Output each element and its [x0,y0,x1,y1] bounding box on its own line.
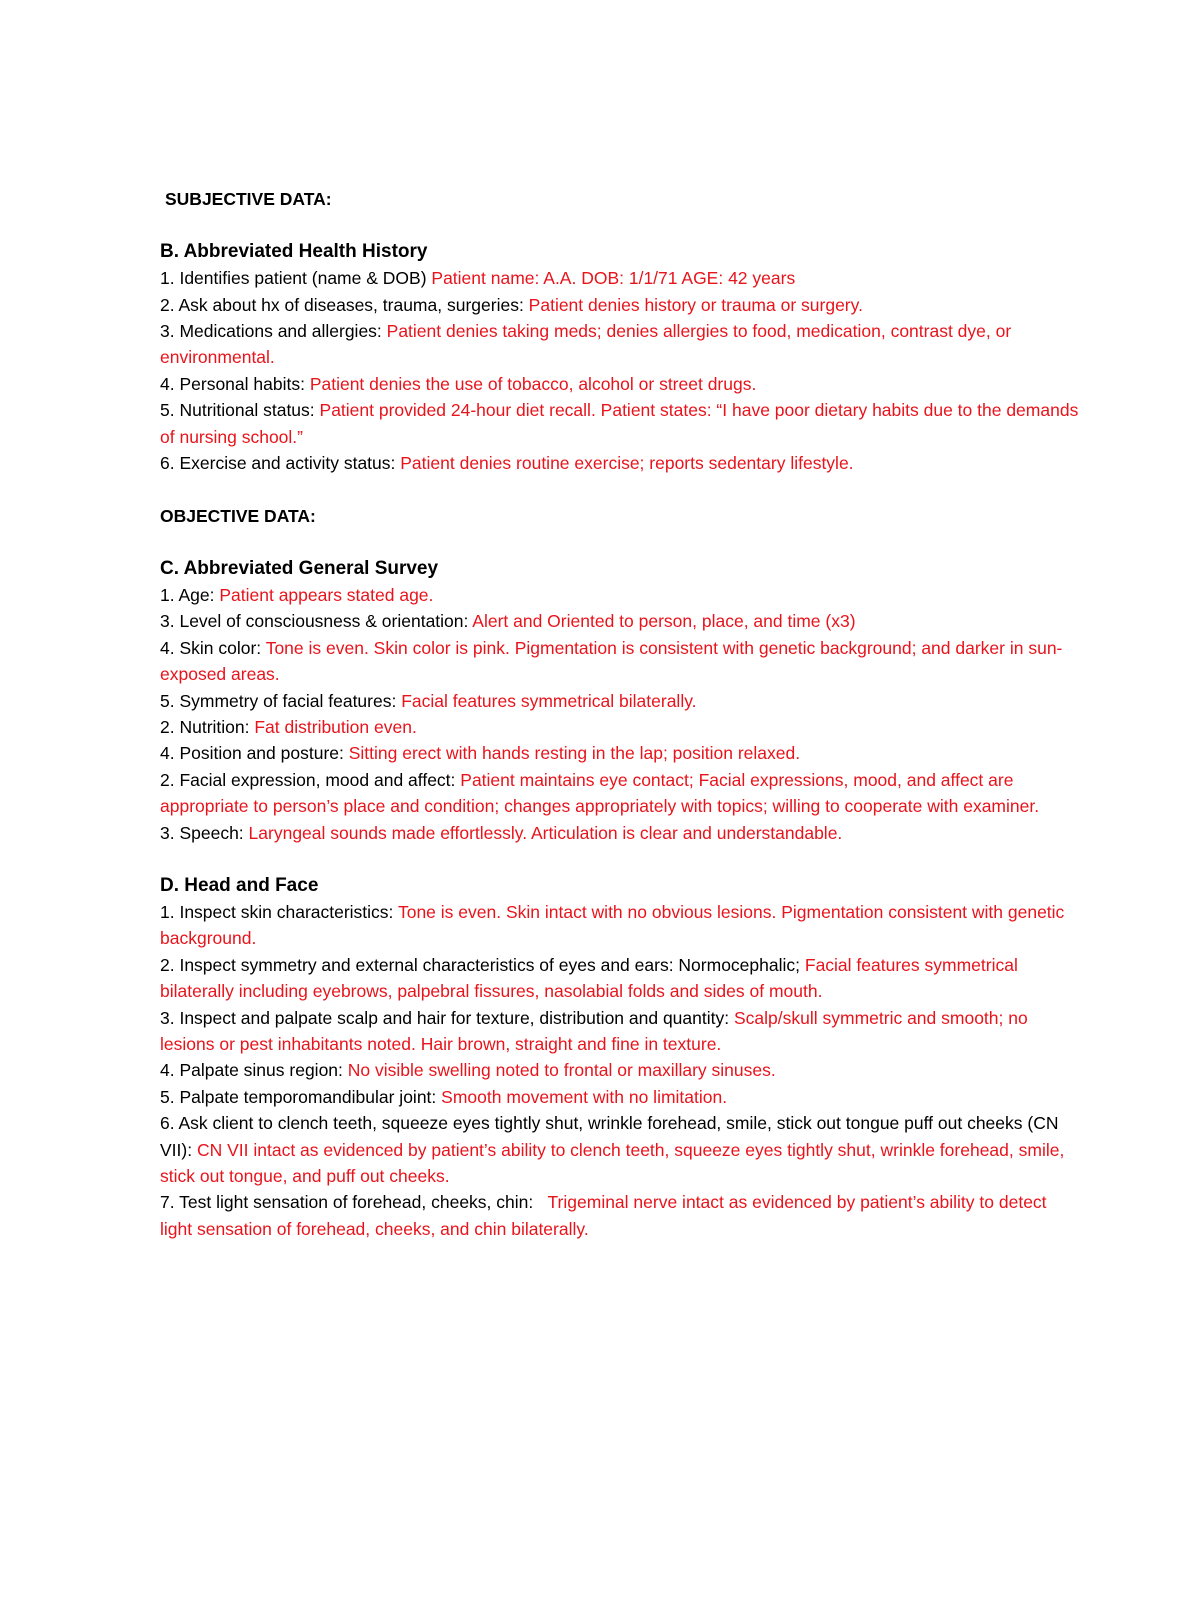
item-answer: Patient name: A.A. DOB: 1/1/71 AGE: 42 years [431,268,796,289]
spacer [160,476,1080,502]
item-answer: CN VII intact as evidenced by patient’s ability to clench teeth, squeeze eyes tightly shut, wrinkle forehead, smile, stick out tongue, and puff out cheeks. [160,1139,1065,1186]
list-item [160,292,1080,318]
subjective-sections [160,239,1080,477]
objective-data-heading: OBJECTIVE DATA: [160,505,316,526]
item-label: 1. Age: [160,585,220,606]
list-item [160,318,1080,371]
list-item [160,265,1080,291]
subjective-data-heading: SUBJECTIVE DATA: [165,189,332,209]
item-label: 3. Medications and allergies: [160,321,387,342]
item-answer: Scalp/skull symmetric and smooth; no lesions or pest inhabitants noted. Hair brown, straight and fine in texture. [160,1007,1028,1054]
item-label: 2. Inspect symmetry and external characteristics of eyes and ears: Normocephalic; [160,954,805,975]
item-label: 4. Personal habits: [160,373,310,394]
item-answer: Patient denies routine exercise; reports sedentary lifestyle. [400,453,854,474]
list-item [160,371,1080,397]
item-answer: Trigeminal nerve intact as evidenced by patient’s ability to detect light sensation of forehead, cheeks, and chin bilaterally. [160,1192,1047,1239]
list-item [160,688,1080,714]
list-item [160,714,1080,740]
section-title: D. Head and Face [160,874,319,896]
list-item [160,1057,1080,1083]
item-answer: Patient denies taking meds; denies allergies to food, medication, contrast dye, or environmental. [160,321,1012,368]
item-answer: Smooth movement with no limitation. [441,1086,728,1107]
list-item [160,740,1080,766]
list-item [160,1110,1080,1189]
list-item [160,820,1080,846]
list-item [160,1189,1080,1242]
section-title: C. Abbreviated General Survey [160,557,439,579]
item-label: 1. Identifies patient (name & DOB) [160,268,432,289]
list-item [160,582,1080,608]
item-label: 7. Test light sensation of forehead, cheeks, chin: [160,1192,548,1213]
spacer [160,212,1080,238]
item-label: 2. Facial expression, mood and affect: [160,769,461,790]
item-answer: Laryngeal sounds made effortlessly. Articulation is clear and understandable. [248,822,843,843]
objective-sections [160,556,1080,1243]
section-title: B. Abbreviated Health History [160,240,428,262]
document-page [160,186,1080,1242]
item-answer: No visible swelling noted to frontal or maxillary sinuses. [347,1060,776,1081]
item-label: 3. Level of consciousness & orientation: [160,611,473,632]
list-item [160,1005,1080,1058]
item-label: 1. Inspect skin characteristics: [160,901,398,922]
item-label: 4. Position and posture: [160,743,349,764]
list-item [160,608,1080,634]
item-answer: Patient provided 24-hour diet recall. Patient states: “I have poor dietary habits due to the demands of nursing school.” [160,400,1079,447]
item-label: 2. Nutrition: [160,717,255,738]
item-label: 5. Palpate temporomandibular joint: [160,1086,442,1107]
list-item [160,899,1080,952]
list-item [160,397,1080,450]
spacer [160,846,1080,872]
list-item [160,1084,1080,1110]
item-label: 2. Ask about hx of diseases, trauma, surgeries: [160,294,529,315]
item-answer: Sitting erect with hands resting in the lap; position relaxed. [348,743,801,764]
list-item [160,952,1080,1005]
item-answer: Alert and Oriented to person, place, and time (x3) [472,611,856,632]
item-label: 3. Inspect and palpate scalp and hair for texture, distribution and quantity: [160,1007,734,1028]
item-label: 5. Symmetry of facial features: [160,690,402,711]
list-item [160,767,1080,820]
item-answer: Patient denies history or trauma or surgery. [528,294,863,315]
item-answer: Fat distribution even. [254,717,417,738]
item-label: 6. Ask client to clench teeth, squeeze eyes tightly shut, wrinkle forehead, smile, stick out tongue puff out cheeks (CN VII): [160,1113,1064,1160]
item-answer: Patient appears stated age. [219,585,434,606]
item-label: 5. Nutritional status: [160,400,320,421]
item-answer: Facial features symmetrical bilaterally including eyebrows, palpebral fissures, nasolabial folds and sides of mouth. [160,954,1018,1002]
spacer [160,529,1080,555]
item-label: 4. Palpate sinus region: [160,1060,348,1081]
list-item [160,450,1080,476]
item-label: 4. Skin color: [160,637,266,658]
item-answer: Tone is even. Skin color is pink. Pigmentation is consistent with genetic background; and darker in sun-exposed areas. [160,637,1063,685]
item-answer: Tone is even. Skin intact with no obvious lesions. Pigmentation consistent with genetic background. [160,901,1065,949]
item-answer: Facial features symmetrical bilaterally. [401,690,697,711]
item-label: 6. Exercise and activity status: [160,453,401,474]
item-answer: Patient maintains eye contact; Facial expressions, mood, and affect are appropriate to person’s place and condition; changes appropriately with topics; willing to cooperate with examiner. [160,769,1040,817]
item-answer: Patient denies the use of tobacco, alcohol or street drugs. [309,373,757,394]
item-label: 3. Speech: [160,822,249,843]
list-item [160,635,1080,688]
